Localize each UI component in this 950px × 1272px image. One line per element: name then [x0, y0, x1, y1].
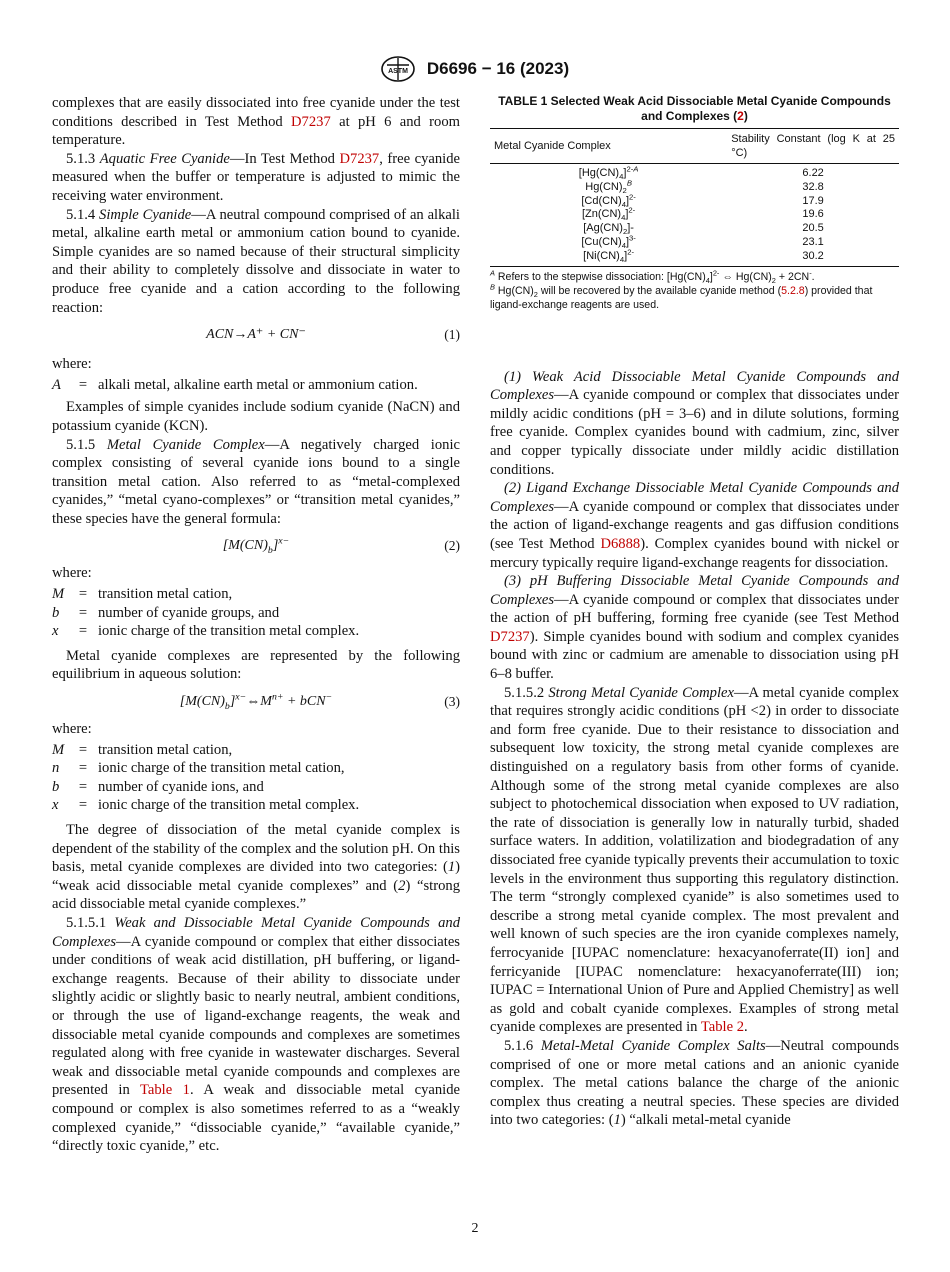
definition-row: n = ionic charge of the transition metal cation, — [52, 760, 345, 777]
equation-3-number: (3) — [444, 694, 460, 710]
link-d7237[interactable]: D7237 — [490, 628, 530, 645]
definition-row: A = alkali metal, alkaline earth metal or ammonium cation. — [52, 376, 418, 393]
page-number: 2 — [471, 1221, 479, 1236]
svg-text:ASTM: ASTM — [387, 68, 408, 75]
definition-row: M = transition metal cation, — [52, 586, 233, 603]
equation-2-number: (2) — [444, 538, 460, 554]
document-number: D6696 − 16 (2023) — [426, 59, 570, 78]
table-footnote-b: $^B$ $Hg(CN)_2$ will be recovered by the available cyanide method (5.2.8) provided that ligand-exchange reagents are used. — [490, 282, 873, 311]
table-row: $[Ag(CN)_2]-$ 20.5 — [583, 222, 824, 237]
definition-row: b = number of cyanide groups, and — [52, 604, 280, 621]
definition-row: x = ionic charge of the transition metal complex. — [52, 797, 360, 814]
link-table-2[interactable]: Table 2 — [700, 1019, 745, 1036]
table-1 — [490, 94, 899, 312]
equation-3 — [52, 688, 460, 716]
astm-logo-icon — [381, 56, 415, 82]
ph-buffering-paragraph: (3) pH Buffering Dissociable Metal Cyanide Compounds and Complexes—A cyanide compound or complex that dissociates under the action of pH buffering, forming free cyanide (see Test Method D7237). Simple cyanides bound with sodium and complex cyanides bound with zinc or cadmium are amenable to dissociation using pH 6–8 buffer. — [490, 573, 899, 683]
table-row: $[Cu(CN)_4]^{3-}$ 23.1 — [581, 233, 824, 251]
weak-acid-dissociable-paragraph: (1) Weak Acid Dissociable Metal Cyanide Compounds and Complexes—A cyanide compound or complex that dissociates under mildly acidic conditions (pH = 3–6) and in dilute solutions, forming free cyanide. Complex cyanides bound with cadmium, zinc, silver and copper typically dissociate under mildly acidic distillation conditions. — [490, 368, 899, 478]
table-row: $[Hg(CN)_4]^{2-A}$ 6.22 — [578, 164, 824, 182]
column-header-stability: Stability Constant (log K at 25 °C) — [727, 129, 899, 164]
where-label: where: — [52, 356, 92, 373]
link-d7237[interactable]: D7237 — [339, 150, 380, 167]
section-5-1-5-2: 5.1.5.2 Strong Metal Cyanide Complex—A metal cyanide complex that requires strongly acidic conditions (pH <2) in order to dissociate and form free cyanide. Due to their resistance to dissociation and subsequent low toxicity, the strong metal cyanide complexes are distinguished on a regulatory basis from other forms of cyanide. Although some of the strong metal cyanide complexes are also subject to photochemical dissociation when exposed to UV radiation, the rate of dissociation is generally low in naturally turbid, shaded surface waters. In addition, volatilization and biodegradation of any dissociated free cyanide typically prevents their accumulation to toxic levels in the environment thus supporting this regulatory distinction. The term “strongly complexed cyanide” is also sometimes used to describe a strong metal cyanide complex. The most prevalent and well known of such species are the iron cyanide complexes namely, ferrocyanide [IUPAC nomenclature: hexacyanoferrate(II) ion] and ferricyanide [IUPAC nomenclature: hexacyanoferrate(III) ion; IUPAC = International Union of Pure and Applied Chemistry] as well as gold and cobalt cyanide complexes. Examples of strong metal cyanide complexes are presented in Table 2. — [490, 684, 899, 1036]
link-5-2-8[interactable]: 5.2.8 — [781, 284, 805, 297]
examples-paragraph: Examples of simple cyanides include sodium cyanide (NaCN) and potassium cyanide (KCN). — [52, 399, 460, 434]
link-d6888[interactable]: D6888 — [600, 535, 641, 552]
section-5-1-5: 5.1.5 Metal Cyanide Complex—A negatively charged ionic complex consisting of several cyanide ions bound to a single transition metal cation. Also referred to as “metal-complexed cyanides,” “metal cyano-complexes” or “transition metal cyanides,” these species have the general formula: — [52, 436, 460, 527]
table-1-grid — [490, 128, 899, 267]
ligand-exchange-paragraph: (2) Ligand Exchange Dissociable Metal Cyanide Compounds and Complexes—A cyanide compound or complex that dissociates under the action of ligand-exchange reagents and gas diffusion conditions (see Test Method D6888). Complex cyanides bound with nickel or mercury typically require ligand-exchange reagents for dissociation. — [490, 480, 899, 571]
table-row: $[Ni(CN)_4]^{2-}$ 30.2 — [490, 250, 899, 266]
link-table-1[interactable]: Table 1 — [139, 1082, 190, 1099]
ref-link[interactable]: 2 — [737, 109, 744, 123]
table-footnote-a: $^A$ Refers to the stepwise dissociation: $[Hg(CN)_4]^{2-}$ ⇔ $Hg(CN)_2 + 2CN^-$. — [490, 268, 815, 285]
section-5-1-5-1: 5.1.5.1 Weak and Dissociable Metal Cyanide Compounds and Complexes—A cyanide compound or complex that either dissociates under conditions of weak acid distillation, pH buffering, or ligand-exchange reagents. Because of their ability to dissociate under slightly acidic or slightly basic to nearly neutral, ambient conditions, or through the use of ligand-exchange reagents, the weak and dissociable metal cyanide compounds and complexes are sometimes regulated along with free cyanide in wastewater discharges. Several weak and dissociable metal cyanide compounds and complexes are presented in Table 1. A weak and dissociable metal cyanide compound or complex is also sometimes referred to as a “weakly complexed cyanide,” “dissociable cyanide,” “available cyanide,” “directly toxic cyanide,” etc. — [52, 914, 460, 1155]
where-label: where: — [52, 565, 92, 582]
definition-row: M = transition metal cation, — [52, 741, 233, 758]
where-label: where: — [52, 721, 92, 738]
section-5-1-3: 5.1.3 Aquatic Free Cyanide—In Test Method D7237, free cyanide measured when the buffer or temperature is adjusted to mimic the receiving water environment. — [52, 150, 461, 204]
equation-1-formula: ACN→A⁺ + CN⁻ — [206, 327, 306, 343]
definition-row: x = ionic charge of the transition metal complex. — [52, 623, 360, 640]
equation-2 — [52, 532, 460, 560]
table-row: $Hg(CN)_2^B$ 32.8 — [585, 178, 824, 195]
table-1-title: TABLE 1 Selected Weak Acid Dissociable Metal Cyanide Compounds and Complexes (2) — [498, 94, 891, 123]
column-header-complex: Metal Cyanide Complex — [490, 129, 727, 164]
link-d7237[interactable]: D7237 — [291, 113, 331, 130]
section-5-1-6: 5.1.6 Metal-Metal Cyanide Complex Salts—Neutral compounds comprised of one or more metal cations and an anionic cyanide complex. The metal cations balance the charge of the anionic complex thus creating a neutral species. These species are divided into two categories: (1) “alkali metal-metal cyanide — [490, 1037, 899, 1129]
equation-1 — [52, 321, 460, 349]
right-column — [490, 94, 899, 1130]
equilibrium-paragraph: Metal cyanide complexes are represented by the following equilibrium in aqueous solution: — [52, 647, 460, 683]
table-row: $[Cd(CN)_4]^{2-}$ 17.9 — [581, 191, 824, 209]
equation-3-formula: $[M(CN)_b]^{x-}\Leftrightarrow M^{n+} + bCN^-$ — [179, 691, 333, 712]
equation-2-formula: $[M(CN)_b]^{x-}$ — [222, 535, 290, 557]
paragraph-continued: complexes that are easily dissociated into free cyanide under the test conditions described in Test Method D7237 at pH 6 and room temperature. — [52, 95, 460, 149]
degree-paragraph: The degree of dissociation of the metal cyanide complex is dependent of the stability of the complex and the solution pH. On this basis, metal cyanide complexes are divided into two categories: (1) “weak acid dissociable metal cyanide complexes” and (2) “strong acid dissociable metal cyanide complexes.” — [52, 822, 460, 913]
left-column — [52, 94, 460, 1156]
table-row: $[Zn(CN)_4]^{2-}$ 19.6 — [581, 205, 824, 223]
section-5-1-4: 5.1.4 Simple Cyanide—A neutral compound comprised of an alkali metal, alkaline earth metal or ammonium cation bound to cyanide. Simple cyanides are so named because of their structural simplicity and their ability to completely dissolve and dissociate in water to produce free cyanide and a cation according to the following reaction: — [52, 206, 460, 316]
page-header — [0, 56, 950, 82]
equation-1-number: (1) — [444, 327, 460, 343]
definition-row: b = number of cyanide ions, and — [52, 778, 264, 795]
